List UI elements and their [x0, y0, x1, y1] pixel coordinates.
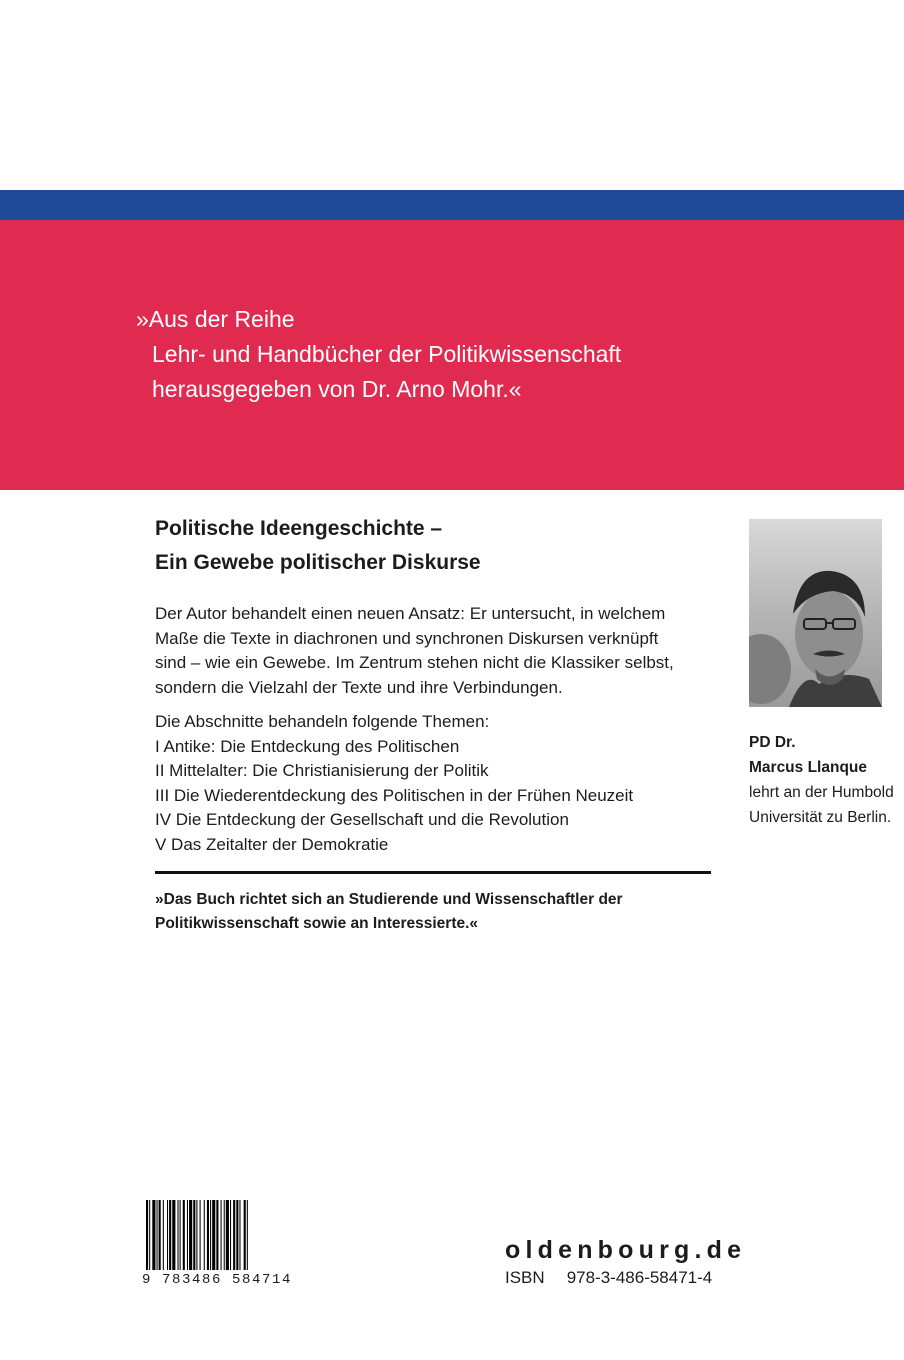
topic-item: V Das Zeitalter der Demokratie [155, 834, 389, 854]
topic-item: III Die Wiederentdeckung des Politischen in der Frühen Neuzeit [155, 785, 634, 805]
barcode-bar [167, 1200, 168, 1270]
barcode-bar [236, 1200, 238, 1270]
barcode-bar [187, 1200, 188, 1270]
author-affiliation-1: lehrt an der Humbold [749, 784, 894, 801]
divider-rule [155, 871, 711, 874]
barcode-bar [189, 1200, 192, 1270]
barcode-bar [244, 1200, 246, 1270]
barcode-bar [193, 1200, 195, 1270]
series-line-3: herausgegeben von Dr. Arno Mohr.« [152, 376, 522, 402]
audience-quote [155, 888, 715, 936]
series-line-2: Lehr- und Handbücher der Politikwissenschaft [152, 341, 622, 367]
barcode-bar [180, 1200, 181, 1270]
barcode-bar [159, 1200, 161, 1270]
author-info [749, 730, 894, 830]
barcode-bar [157, 1200, 158, 1270]
barcode-bar [196, 1200, 197, 1270]
barcode-bar [224, 1200, 225, 1270]
audience-line-2: Politikwissenschaft sowie an Interessierte.« [155, 915, 479, 932]
topic-item: IV Die Entdeckung der Gesellschaft und die Revolution [155, 810, 569, 829]
isbn-number: 978-3-486-58471-4 [566, 1268, 713, 1287]
topics-list [155, 710, 633, 857]
barcode-bar [149, 1200, 150, 1270]
isbn-label: ISBN [505, 1268, 545, 1287]
isbn-line [505, 1268, 712, 1288]
series-text [136, 302, 621, 407]
barcode-bar [216, 1200, 218, 1270]
blue-band [0, 190, 904, 220]
series-line-1: »Aus der Reihe [136, 306, 295, 332]
topic-item: II Mittelalter: Die Christianisierung der Politik [155, 761, 489, 780]
barcode-number: 9 783486 584714 [142, 1272, 293, 1288]
barcode-bar [226, 1200, 229, 1270]
title-line-2: Ein Gewebe politischer Diskurse [155, 551, 481, 574]
barcode-bar [230, 1200, 231, 1270]
description-line-3: sind – wie ein Gewebe. Im Zentrum stehen nicht die Klassiker selbst, [155, 653, 674, 672]
topics-intro: Die Abschnitte behandeln folgende Themen: [155, 712, 490, 731]
title-line-1: Politische Ideengeschichte – [155, 517, 443, 540]
book-description [155, 602, 715, 700]
description-line-1: Der Autor behandelt einen neuen Ansatz: Er untersucht, in welchem [155, 604, 666, 623]
barcode-bar [163, 1200, 164, 1270]
author-photo [749, 519, 882, 707]
description-line-2: Maße die Texte in diachronen und synchronen Diskursen verknüpft [155, 628, 659, 648]
author-title: PD Dr. [749, 734, 796, 751]
barcode-bar [207, 1200, 209, 1270]
publisher-website: oldenbourg.de [505, 1236, 747, 1264]
author-affiliation-2: Universität zu Berlin. [749, 809, 892, 826]
audience-line-1: »Das Buch richtet sich an Studierende und Wissenschaftler der [155, 891, 623, 908]
barcode-bar [169, 1200, 171, 1270]
author-name: Marcus Llanque [749, 759, 867, 776]
barcode-bar [210, 1200, 211, 1270]
topic-item: I Antike: Die Entdeckung des Politischen [155, 736, 460, 756]
barcode-bar [172, 1200, 175, 1270]
barcode-bar [204, 1200, 205, 1270]
barcode-bar [239, 1200, 240, 1270]
book-title [155, 512, 481, 580]
barcode-bar [247, 1200, 248, 1270]
barcode-bar [146, 1200, 148, 1270]
barcode-bar [178, 1200, 179, 1270]
barcode-bar [152, 1200, 155, 1270]
barcode-bar [233, 1200, 235, 1270]
barcode-bar [200, 1200, 201, 1270]
barcode-bar [221, 1200, 222, 1270]
barcode-bar [212, 1200, 215, 1270]
barcode-bar [183, 1200, 185, 1270]
description-line-4: sondern die Vielzahl der Texte und ihre Verbindungen. [155, 677, 563, 697]
